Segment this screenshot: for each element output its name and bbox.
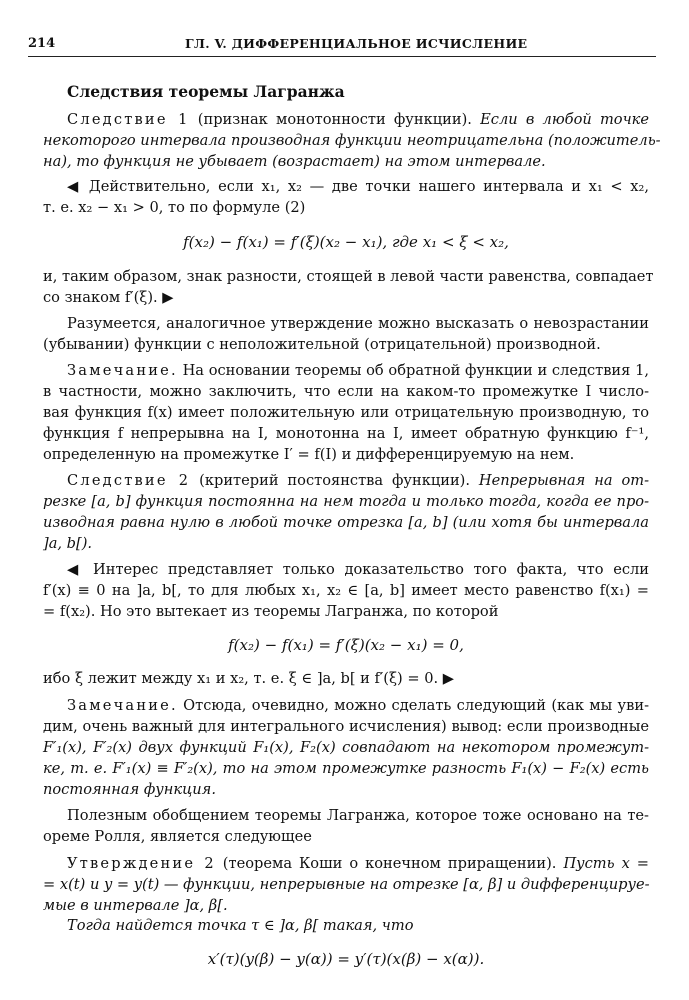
text-line: (убывании) функции с неположительной (отрицательной) производной. [43, 336, 601, 353]
text-line: резке [a, b] функция постоянна на нем тогда и только тогда, когда ее про- [43, 493, 649, 510]
text-line: ◀ Действительно, если x₁, x₂ — две точки нашего интервала и x₁ < x₂, [67, 178, 649, 195]
remark-label: Замечание. [67, 362, 178, 379]
text-line: ке, т. е. F′₁(x) ≡ F′₂(x), то на этом промежутке разность F₁(x) − F₂(x) есть [43, 760, 649, 777]
corollary-1-line [67, 111, 649, 130]
remark-label: Замечание. [67, 697, 178, 714]
text-line: Полезным обобщением теоремы Лагранжа, которое тоже основано на те- [67, 807, 649, 824]
text-line: и, таким образом, знак разности, стоящей в левой части равенства, совпадает [43, 268, 654, 285]
formula: f(x₂) − f(x₁) = f′(ξ)(x₂ − x₁) = 0, [228, 636, 464, 654]
text-line: т. е. x₂ − x₁ > 0, то по формуле (2) [43, 199, 306, 216]
text-line: изводная равна нулю в любой точке отрезка [a, b] (или хотя бы интервала [43, 514, 649, 531]
section-heading: Следствия теоремы Лагранжа [67, 82, 345, 101]
page-number: 214 [28, 36, 56, 51]
statement-2-start: Пусть x = [563, 855, 650, 872]
corollary-2-line [67, 472, 649, 491]
corollary-1-label: Следствие 1 [67, 111, 190, 128]
remark-text: Отсюда, очевидно, можно сделать следующий (как мы уви- [177, 697, 649, 714]
formula: f(x₂) − f(x₁) = f′(ξ)(x₂ − x₁), где x₁ < ξ < x₂, [183, 233, 509, 251]
text-line: F′₁(x), F′₂(x) двух функций F₁(x), F₂(x) совпадают на некотором промежут- [43, 739, 649, 756]
text-line: мые в интервале ]α, β[. [43, 897, 228, 914]
statement-2-line [67, 855, 649, 874]
text-line: = f(x₂). Но это вытекает из теоремы Лагранжа, по которой [43, 603, 499, 620]
text-line: на), то функция не убывает (возрастает) на этом интервале. [43, 153, 546, 170]
formula: x′(τ)(y(β) − y(α)) = y′(τ)(x(β) − x(α)). [207, 950, 485, 968]
corollary-2-title: (критерий постоянства функции). [190, 472, 479, 489]
text-line: ◀ Интерес представляет только доказательство того факта, что если [67, 561, 649, 578]
chapter-title: ГЛ. V. ДИФФЕРЕНЦИАЛЬНОЕ ИСЧИСЛЕНИЕ [185, 36, 528, 51]
statement-2-label: Утверждение 2 [67, 855, 216, 872]
header-rule [28, 56, 656, 57]
remark-line [67, 697, 649, 716]
text-line: дим, очень важный для интегрального исчисления) вывод: если производные [43, 718, 649, 735]
corollary-2-statement-start: Непрерывная на от- [478, 472, 649, 489]
text-line: со знаком f′(ξ). ▶ [43, 289, 174, 306]
text-line: определенную на промежутке I′ = f(I) и дифференцируемую на нем. [43, 446, 575, 463]
text-line: функция f непрерывна на I, монотонна на I, имеет обратную функцию f⁻¹, [43, 425, 649, 442]
corollary-1-title: (признак монотонности функции). [189, 111, 481, 128]
text-line: вая функция f(x) имеет положительную или отрицательную производную, то [43, 404, 649, 421]
text-line: постоянная функция. [43, 781, 216, 798]
statement-2-title: (теорема Коши о конечном приращении). [215, 855, 564, 872]
text-line: f′(x) ≡ 0 на ]a, b[, то для любых x₁, x₂ ∈ [a, b] имеет место равенство f(x₁) = [43, 582, 649, 599]
text-line: некоторого интервала производная функции неотрицательна (положитель- [43, 132, 661, 149]
corollary-1-statement-start: Если в любой точке [480, 111, 650, 128]
corollary-2-label: Следствие 2 [67, 472, 191, 489]
text-line: Тогда найдется точка τ ∈ ]α, β[ такая, что [67, 917, 414, 934]
text-line: ]a, b[). [43, 535, 93, 552]
remark-line [67, 362, 649, 381]
running-header [28, 36, 656, 52]
text-line: = x(t) и y = y(t) — функции, непрерывные на отрезке [α, β] и дифференцируе- [43, 876, 650, 893]
text-line: ибо ξ лежит между x₁ и x₂, т. е. ξ ∈ ]a, b[ и f′(ξ) = 0. ▶ [43, 670, 454, 687]
text-line: в частности, можно заключить, что если на каком-то промежутке I число- [43, 383, 649, 400]
text-line: ореме Ролля, является следующее [43, 828, 312, 845]
text-line: Разумеется, аналогичное утверждение можно высказать о невозрастании [67, 315, 649, 332]
remark-text: На основании теоремы об обратной функции и следствия 1, [177, 362, 649, 379]
